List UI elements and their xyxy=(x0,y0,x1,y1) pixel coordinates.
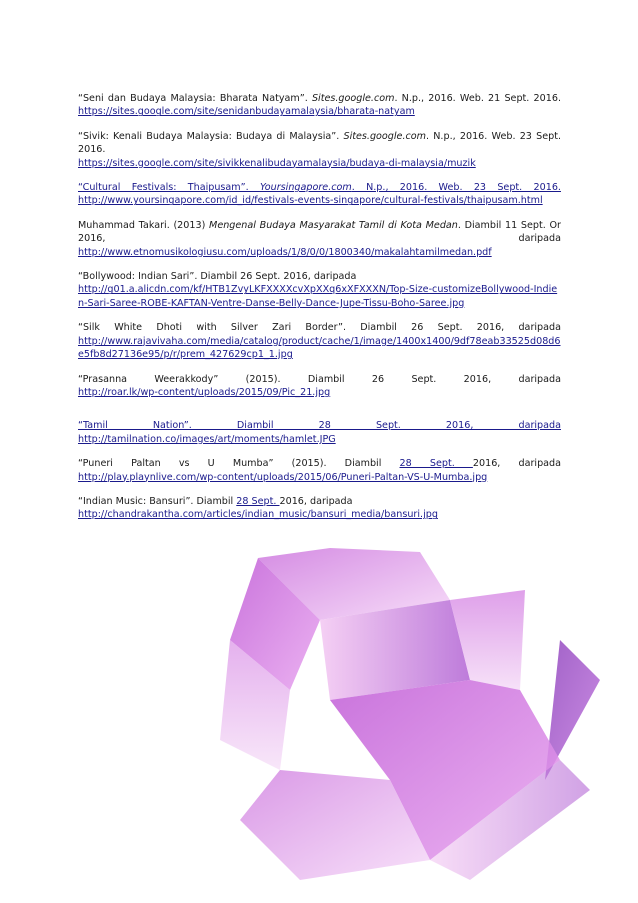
reference-link-7[interactable]: http://roar.lk/wp-content/uploads/2015/09/Pic_21.jpg xyxy=(78,386,331,398)
reference-link-5[interactable]: http://g01.a.alicdn.com/kf/HTB1ZvyLKFXXXXcvXpXXq6xXFXXXN/Top-Size-customizeBollywood-Indien-Sari-Saree-ROBE-KAFTAN-Ventre-Danse-Belly-Dance-Jupe-Tissu-Boho-Saree.jpg xyxy=(78,284,558,309)
reference-link-6[interactable]: http://www.rajavivaha.com/media/catalog/product/cache/1/image/1400x1400/9df78eab33525d08d6e5fb8d27136e95/p/r/prem_427629cp1_1.jpg xyxy=(78,335,561,361)
art-tile-bottom-center xyxy=(330,680,560,860)
art-tile-left-top xyxy=(230,558,320,690)
reference-item-6: “Silk White Dhoti with Silver Zari Border”. Diambil 26 Sept. 2016, daripada http://www.rajavivaha.com/media/catalog/product/cache/1/image/1400x1400/9df78eab33525d08d6e5fb8d27136e95/p/r/prem_427629cp1_1.jpg xyxy=(78,322,561,361)
reference-link-1[interactable]: https://sites.google.com/site/senidanbudayamalaysia/bharata-natyam xyxy=(78,106,415,118)
reference-link-4[interactable]: http://www.etnomusikologiusu.com/uploads/1/8/0/0/1800340/makalahtamilmedan.pdf xyxy=(78,246,492,258)
reference-item-3: “Cultural Festivals: Thaipusam”. Yoursingapore.com. N.p., 2016. Web. 23 Sept. 2016. http://www.yoursingapore.com/id_id/festivals-events-singapore/cultural-festivals/thaipusam.html xyxy=(78,182,561,207)
reference-list xyxy=(78,92,561,533)
reference-item-2: “Sivik: Kenali Budaya Malaysia: Budaya di Malaysia”. Sites.google.com. N.p., 2016. Web. 23 Sept. 2016. https://sites.google.com/site/sivikkenalibudayamalaysia/budaya-di-malaysia/muzik xyxy=(78,130,561,169)
art-tile-dark-triangle xyxy=(545,640,600,780)
reference-item-5: “Bollywood: Indian Sari”. Diambil 26 Sept. 2016, daripada http://g01.a.alicdn.com/kf/HTB1ZvyLKFXXXXcvXpXXq6xXFXXXN/Top-Size-customizeBollywood-Indien-Sari-Saree-ROBE-KAFTAN-Ventre-Danse-Belly-Dance-Jupe-Tissu-Boho-Saree.jpg xyxy=(78,270,561,310)
reference-item-4: Muhammad Takari. (2013) Mengenal Budaya Masyarakat Tamil di Kota Medan. Diambil 11 Sept. Or 2016, daripada http://www.etnomusikologiusu.com/uploads/1/8/0/0/1800340/makalahtamilmedan.pdf xyxy=(78,219,561,258)
reference-item-8: “Tamil Nation”. Diambil 28 Sept. 2016, daripada http://tamilnation.co/images/art/moments/hamlet.JPG xyxy=(78,420,561,445)
reference-item-10: “Indian Music: Bansuri”. Diambil 28 Sept. 2016, daripada http://chandrakantha.com/articles/indian_music/bansuri_media/bansuri.jpg xyxy=(78,495,561,522)
reference-link-3[interactable]: http://www.yoursingapore.com/id_id/festivals-events-singapore/cultural-festivals/thaipusam.html xyxy=(78,195,543,207)
reference-link-2[interactable]: https://sites.google.com/site/sivikkenalibudayamalaysia/budaya-di-malaysia/muzik xyxy=(78,157,476,169)
reference-link-10[interactable]: http://chandrakantha.com/articles/indian_music/bansuri_media/bansuri.jpg xyxy=(78,509,438,521)
art-tile-bottom-right xyxy=(430,760,590,880)
reference-link-9[interactable]: http://play.playnlive.com/wp-content/uploads/2015/06/Puneri-Paltan-VS-U-Mumba.jpg xyxy=(78,471,488,483)
reference-item-9: “Puneri Paltan vs U Mumba” (2015). Diambil 28 Sept. 2016, daripada http://play.playnlive.com/wp-content/uploads/2015/06/Puneri-Paltan-VS-U-Mumba.jpg xyxy=(78,458,562,483)
art-tile-top xyxy=(258,548,450,620)
art-tile-center xyxy=(320,600,470,700)
reference-item-1: “Seni dan Budaya Malaysia: Bharata Natyam”. Sites.google.com. N.p., 2016. Web. 21 Sept. 2016. https://sites.google.com/site/senidanbudayamalaysia/bharata-natyam xyxy=(78,93,561,118)
art-tile-left-mid xyxy=(220,640,290,770)
art-tile-bottom-left xyxy=(240,770,430,880)
reference-item-7: “Prasanna Weerakkody” (2015). Diambil 26 Sept. 2016, daripada http://roar.lk/wp-content/uploads/2015/09/Pic_21.jpg xyxy=(78,373,561,398)
art-tile-right xyxy=(450,590,525,690)
reference-link-8[interactable]: http://tamilnation.co/images/art/moments/hamlet.JPG xyxy=(78,433,336,445)
